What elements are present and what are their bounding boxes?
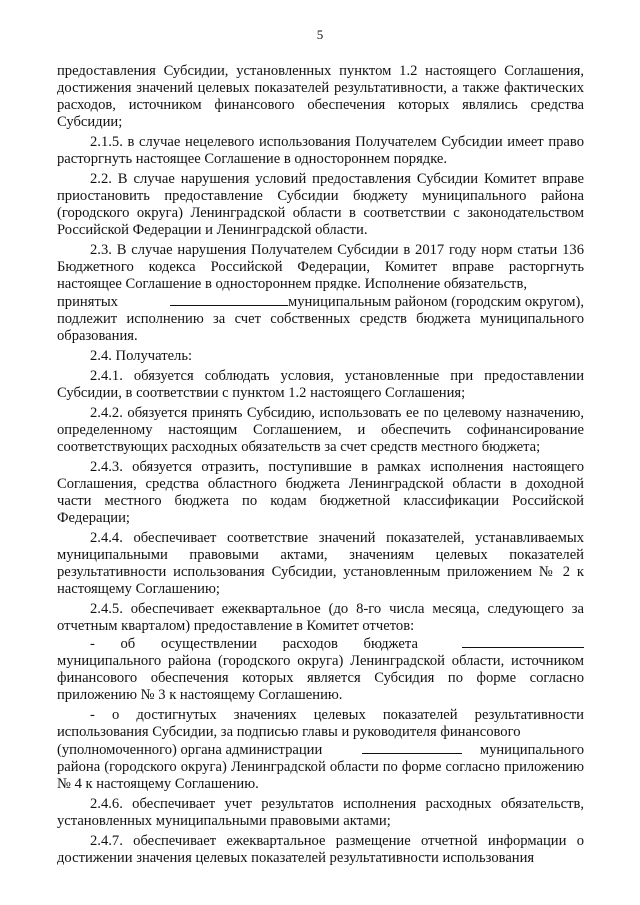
report-item-expenses-tail: муниципального района (городского округа) Ленинградской области, источником финансового обеспечения которых является Субсидия по форме согласно приложению № 3 к настоящему Соглашению. (57, 653, 584, 703)
document-body (57, 63, 584, 867)
report-item-indicators-row-label: (уполномоченного) органа администрации (57, 742, 323, 758)
report-item-indicators (57, 707, 584, 793)
paragraph-2-4-7: 2.4.7. обеспечивает ежеквартальное размещение отчетной информации о достижении значения целевых показателей результативности использования (57, 833, 584, 866)
report-item-indicators-tail: района (городского округа) Ленинградской области по форме согласно приложению № 4 к настоящему Соглашению. (57, 759, 584, 792)
municipality-blank-field (170, 293, 288, 306)
report-item-indicators-blank-row (57, 741, 584, 759)
report-item-indicators-text: - о достигнутых значениях целевых показателей результативности использования Субсидии, за подписью главы и руководителя финансового (57, 707, 584, 740)
paragraph-2-4-1: 2.4.1. обязуется соблюдать условия, установленные при предоставлении Субсидии, в соответствии с пунктом 1.2 настоящего Соглашения; (57, 368, 584, 401)
paragraph-2-2: 2.2. В случае нарушения условий предоставления Субсидии Комитет вправе приостановить предоставление Субсидии бюджету муниципального района (городского округа) Ленинградской области в соответствии с законодательством Российской Федерации и Ленинградской области. (57, 171, 584, 238)
budget-blank-field (462, 635, 584, 648)
report-item-expenses-head-row (57, 635, 584, 653)
paragraph-2-4-3: 2.4.3. обязуется отразить, поступившие в рамках исполнения настоящего Соглашения, средства областного бюджета Ленинградской области в доходной части местного бюджета по кодам бюджетной классификации Российской Федерации; (57, 459, 584, 526)
report-item-expenses (57, 635, 584, 704)
paragraph-2-3-row-text: муниципальным районом (городским округом), (287, 294, 584, 310)
paragraph-2-4-5: 2.4.5. обеспечивает ежеквартальное (до 8-го числа месяца, следующего за отчетным кварталом) предоставление в Комитет отчетов: (57, 601, 584, 634)
paragraph-2-1-5: 2.1.5. в случае нецелевого использования Получателем Субсидии имеет право расторгнуть настоящее Соглашение в одностороннем порядке. (57, 134, 584, 167)
report-item-indicators-row-text: муниципального (479, 742, 584, 758)
paragraph-subsidy-provision-continuation: предоставления Субсидии, установленных пунктом 1.2 настоящего Соглашения, достижения значений целевых показателей результативности, а также фактических расходов, источником финансового обеспечения которых являлись средства Субсидии; (57, 63, 584, 130)
paragraph-2-3-tail: подлежит исполнению за счет собственных средств бюджета муниципального образования. (57, 311, 584, 344)
paragraph-2-3-row-label: принятых (57, 294, 118, 310)
paragraph-2-4: 2.4. Получатель: (90, 348, 193, 364)
paragraph-2-4-2: 2.4.2. обязуется принять Субсидию, использовать ее по целевому назначению, определенному настоящим Соглашением, и обеспечить софинансирование соответствующих расходных обязательств за счет средств местного бюджета; (57, 405, 584, 455)
administration-blank-field (362, 741, 462, 754)
paragraph-2-3-blank-row (57, 293, 584, 311)
paragraph-2-4-4: 2.4.4. обеспечивает соответствие значений показателей, устанавливаемых муниципальными правовыми актами, значениям целевых показателей результативности использования Субсидии, установленным приложением № 2 к настоящему Соглашению; (57, 530, 584, 597)
paragraph-2-3-text: 2.3. В случае нарушения Получателем Субсидии в 2017 году норм статьи 136 Бюджетного кодекса Российской Федерации, Комитет вправе расторгнуть настоящее Соглашение в одностороннем прядке. Исполнение обязательств, (57, 242, 584, 292)
paragraph-2-3 (57, 242, 584, 345)
paragraph-2-4-6: 2.4.6. обеспечивает учет результатов исполнения расходных обязательств, установленных муниципальными правовыми актами; (57, 796, 584, 829)
page-number: 5 (316, 27, 324, 42)
report-item-expenses-head: - об осуществлении расходов бюджета (90, 636, 418, 652)
